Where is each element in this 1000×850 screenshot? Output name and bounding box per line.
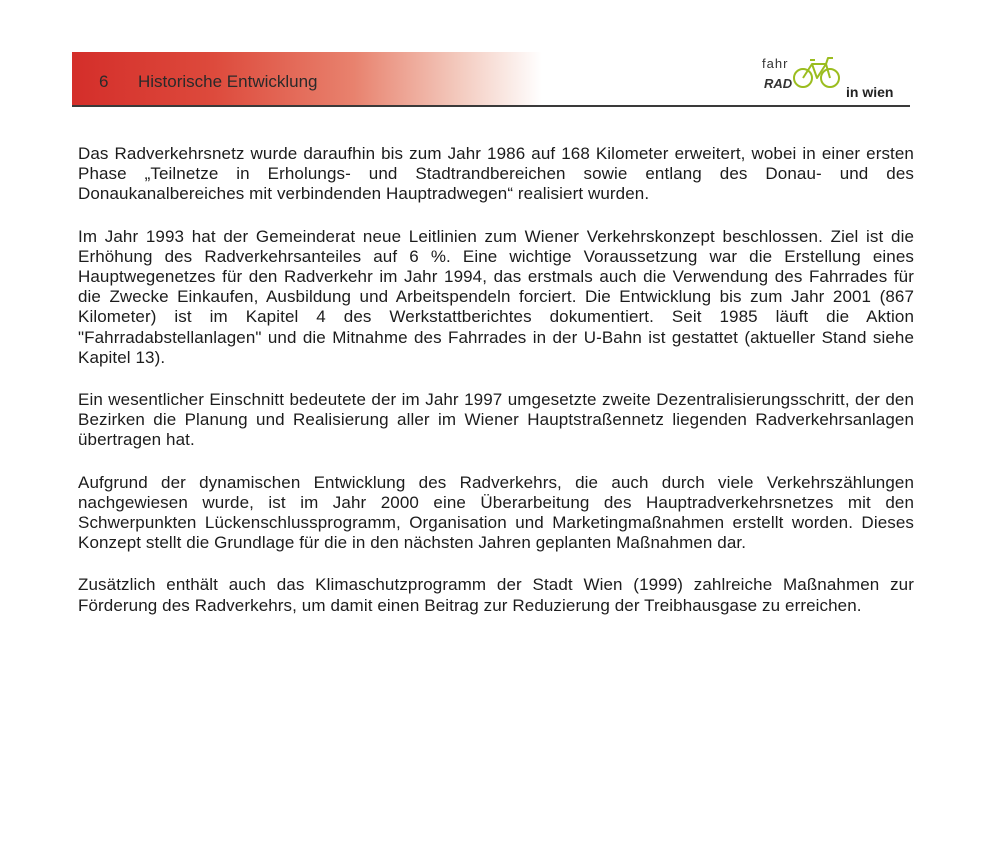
header-divider — [72, 105, 910, 107]
paragraph: Ein wesentlicher Einschnitt bedeutete der im Jahr 1997 umgesetzte zweite Dezentralisierungsschritt, der den Bezirken die Planung und Realisierung aller im Wiener Hauptstraßennetz liegenden Radverkehrsanlagen übertragen hat. — [78, 390, 914, 450]
paragraph: Das Radverkehrsnetz wurde daraufhin bis zum Jahr 1986 auf 168 Kilometer erweitert, wobei in einer ersten Phase „Teilnetze in Erholungs- und Stadtrandbereichen sowie entlang des Donau- und des Donaukanalbereiches mit verbindenden Hauptradwegen“ realisiert wurden. — [78, 144, 914, 204]
chapter-title: Historische Entwicklung — [138, 72, 318, 91]
bicycle-icon — [786, 54, 842, 90]
chapter-number: 6 — [99, 72, 109, 91]
page-header — [72, 52, 910, 108]
paragraph: Zusätzlich enthält auch das Klimaschutzprogramm der Stadt Wien (1999) zahlreiche Maßnahmen zur Förderung des Radverkehrs, um damit einen Beitrag zur Reduzierung der Treibhausgase zu erreichen. — [78, 575, 914, 615]
logo-text-rad: RAD — [764, 76, 793, 91]
paragraph: Im Jahr 1993 hat der Gemeinderat neue Leitlinien zum Wiener Verkehrskonzept beschlossen. Ziel ist die Erhöhung des Radverkehrsanteiles auf 6 %. Eine wichtige Voraussetzung war die Erstellung eines Hauptwegenetzes für den Radverkehr im Jahr 1994, das erstmals auch die Verwendung des Fahrrades für die Zwecke Einkaufen, Ausbildung und Arbeitspendeln forciert. Die Entwicklung bis zum Jahr 2001 (867 Kilometer) ist im Kapitel 4 des Werkstattberichtes dokumentiert. Seit 1985 läuft die Aktion "Fahrradabstellanlagen" und die Mitnahme des Fahrrades in der U-Bahn ist gestattet (aktueller Stand siehe Kapitel 13). — [78, 226, 914, 367]
chapter-banner — [72, 52, 542, 107]
body-text — [78, 144, 914, 638]
logo-tagline: in wien — [846, 84, 894, 100]
paragraph: Aufgrund der dynamischen Entwicklung des Radverkehrs, die auch durch viele Verkehrszählungen nachgewiesen wurde, ist im Jahr 2000 eine Überarbeitung des Hauptradverkehrsnetzes mit den Schwerpunkten Lückenschlussprogramm, Organisation und Marketingmaßnahmen erstellt worden. Dieses Konzept stellt die Grundlage für die in den nächsten Jahren geplanten Maßnahmen dar. — [78, 472, 914, 553]
logo-text-fahr: fahr — [762, 56, 789, 71]
fahrrad-in-wien-logo — [760, 54, 910, 104]
